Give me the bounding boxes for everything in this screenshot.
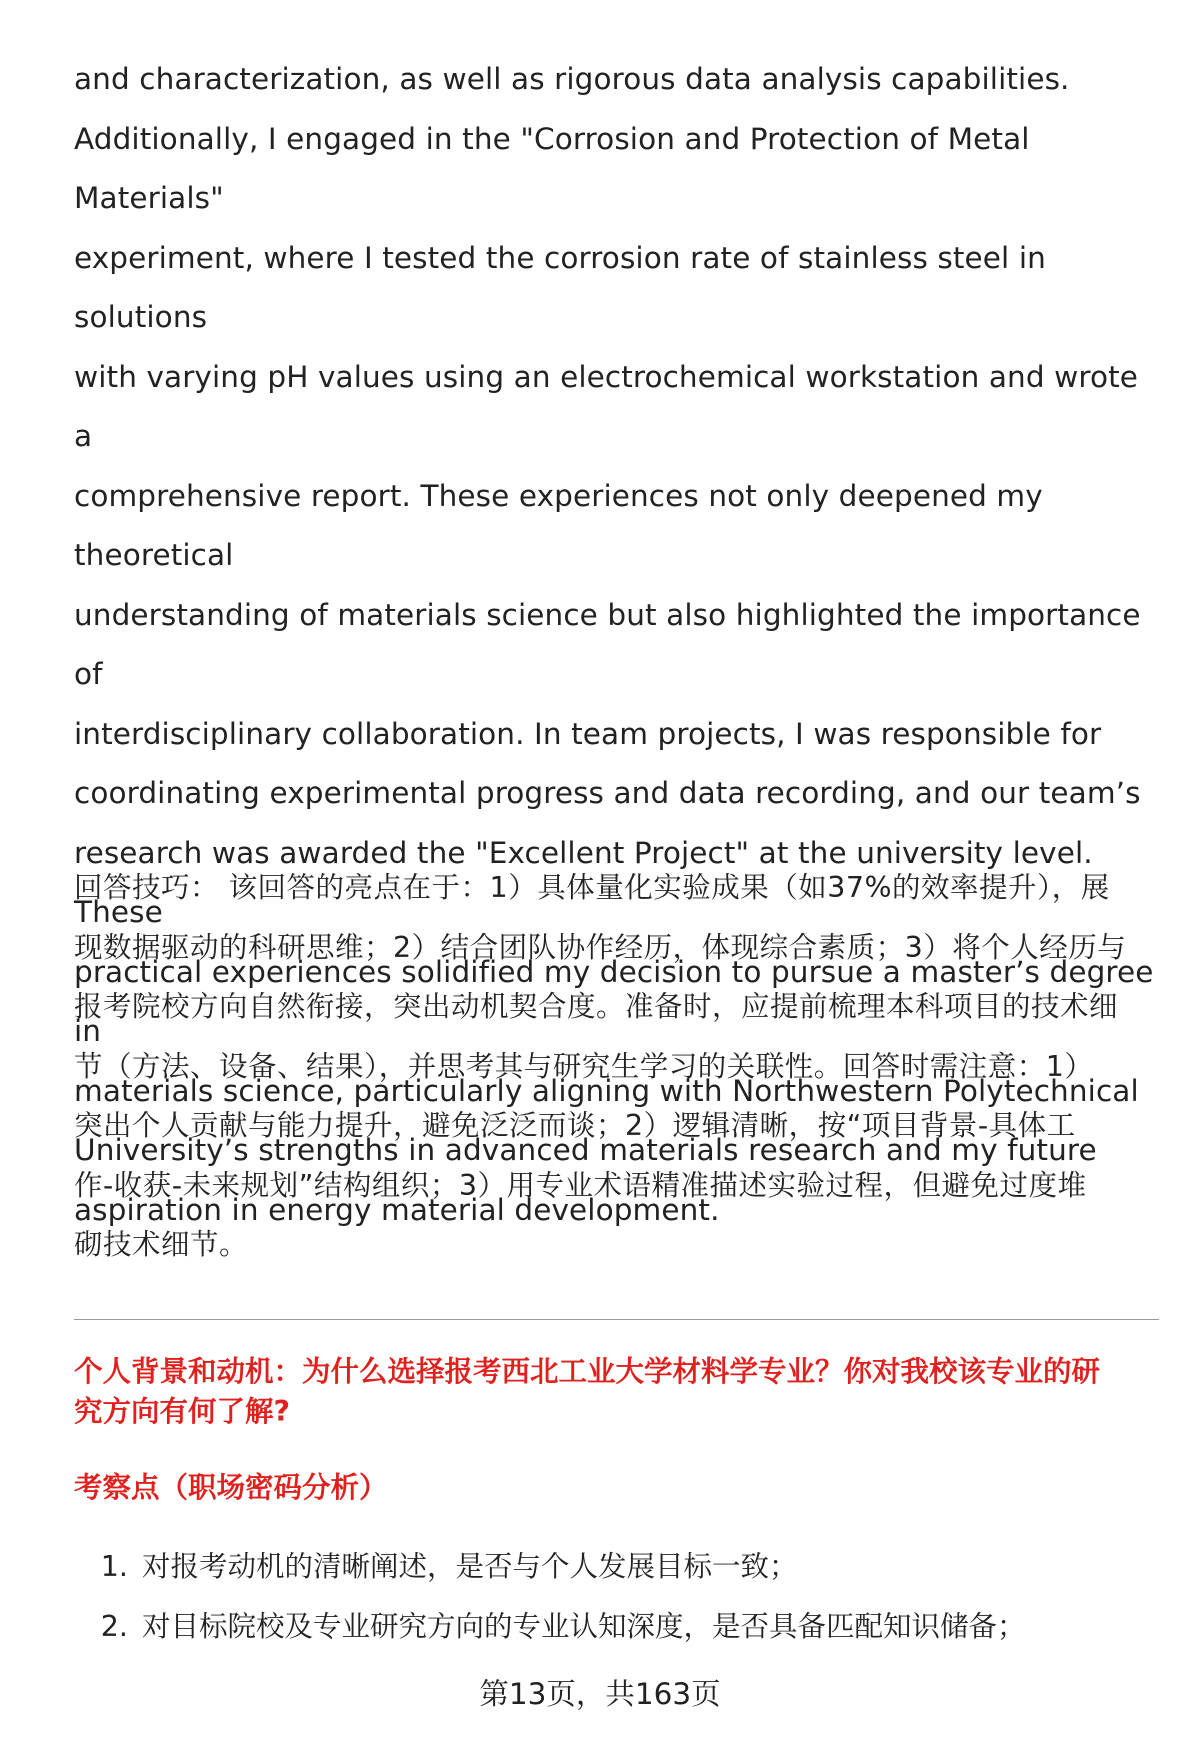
list-item-text: 对目标院校及专业研究方向的专业认知深度，是否具备匹配知识储备； <box>142 1609 1026 1643</box>
list-item-number: 2. <box>100 1609 128 1643</box>
list-item-text: 对报考动机的清晰阐述，是否与个人发展目标一致； <box>142 1550 798 1583</box>
section-divider <box>74 1319 1159 1320</box>
exam-points-list <box>74 1537 1160 1656</box>
list-item <box>74 1597 1160 1657</box>
question-heading: 个人背景和动机：为什么选择报考西北工业大学材料学专业？你对我校该专业的研 究方向有何了解? <box>74 1355 1101 1428</box>
answer-paragraph: and characterization, as well as rigorous data analysis capabilities. Additionally, I engaged in the "Corrosion and Protection of Metal Materials" experiment, where I tested the corrosion rate of stainless steel in solutions with varying pH values using an electrochemical workstation and wrote a comprehensive report. These experiences not only deepened my theoretical understanding of materials science but also highlighted the importance of interdisciplinary collaboration. In team projects, I was responsible for coordinating experimental progress and data recording, and our team’s research was awarded the "Excellent Project" at the university level. These practical experiences solidified my decision to pursue a master’s degree in materials science, particularly aligning with Northwestern Polytechnical University’s strengths in advanced materials research and my future aspiration in energy material development. <box>74 62 1154 1227</box>
list-item <box>74 1537 1160 1597</box>
page-number-footer: 第13页，共163页 <box>479 1677 721 1711</box>
answer-tips-paragraph: 回答技巧： 该回答的亮点在于：1）具体量化实验成果（如37%的效率提升），展 现数据驱动的科研思维；2）结合团队协作经历，体现综合素质；3）将个人经历与 报考院校方向自然衔接，突出动机契合度。准备时，应提前梳理本科项目的技术细 节（方法、设备、结果），并思考其与研究生学习的关联性。回答时需注意：1） 突出个人贡献与能力提升，避免泛泛而谈；2）逻辑清晰，按“项目背景-具体工 作-收获-未来规划”结构组织；3）用专业术语精准描述实验过程，但避免过度堆 砌技术细节。 <box>74 871 1127 1261</box>
list-item-number: 1. <box>100 1550 128 1583</box>
exam-points-heading: 考察点（职场密码分析） <box>74 1471 388 1504</box>
